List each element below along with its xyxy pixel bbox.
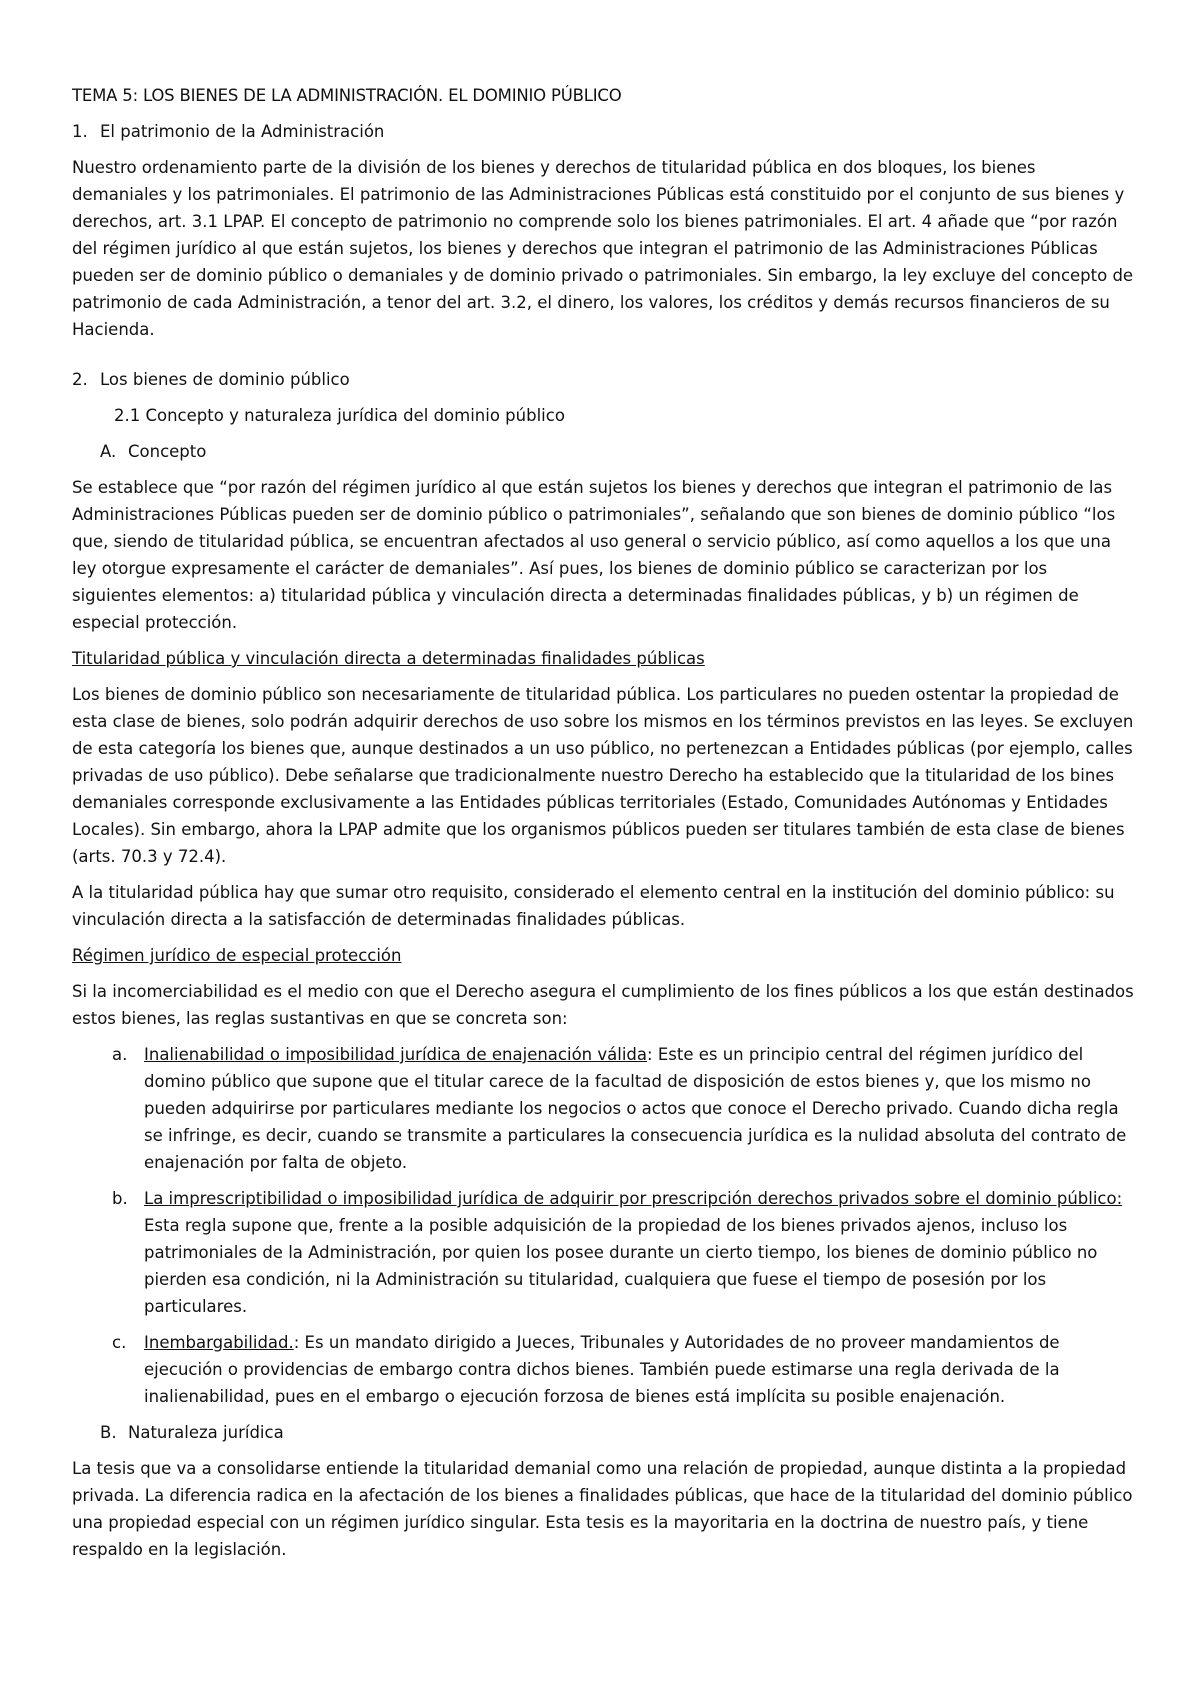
list-item-text: Este es un principio central del régimen jurídico del domino público que supone que el titular carece de la facultad de disposición de estos bienes y, que los mismo no pueden adquirirse por particulares mediante los negocios o actos que conoce el Derecho privado. Cuando dicha regla se infringe, es decir, cuando se transmite a particulares la consecuencia jurídica es la nulidad absoluta del contrato de enajenación por falta de objeto. [144,1045,1127,1172]
list-marker: c. [112,1333,127,1352]
list-item [72,1185,1134,1320]
section-a-heading [72,438,1134,465]
section-1-number: 1. [72,122,88,141]
spacer [72,352,1134,366]
section-a-letter: A. [100,442,117,461]
section-2-title: Los bienes de dominio público [100,370,350,389]
section-2-1-heading: 2.1 Concepto y naturaleza jurídica del dominio público [114,406,565,425]
list-item-separator: : [293,1333,300,1352]
section-b-heading [72,1419,1134,1446]
list-item-text: Es un mandato dirigido a Jueces, Tribunales y Autoridades de no proveer mandamientos de ejecución o providencias de embargo contra dichos bienes. También puede estimarse una regla derivada de la inalienabilidad, pues en el embargo o ejecución forzosa de bienes está implícita su posible enajenación. [144,1333,1060,1406]
protection-rules-list [72,1041,1134,1410]
list-item [72,1041,1134,1176]
section-2-number: 2. [72,370,88,389]
list-marker: b. [112,1189,128,1208]
subheading-titularidad [72,645,1134,672]
list-item-separator: : [647,1045,653,1064]
list-item-term: Inalienabilidad o imposibilidad jurídica de enajenación válida [144,1045,648,1064]
subheading-titularidad-text: Titularidad pública y vinculación directa a determinadas finalidades públicas [72,649,705,668]
titularidad-paragraph-2: A la titularidad pública hay que sumar otro requisito, considerado el elemento central en la institución del dominio público: su vinculación directa a la satisfacción de determinadas finalidades públicas. [72,883,1115,929]
section-b-title: Naturaleza jurídica [128,1423,284,1442]
list-marker: a. [112,1045,128,1064]
list-item-term: La imprescriptibilidad o imposibilidad jurídica de adquirir por prescripción derechos privados sobre el dominio público: [144,1189,1123,1208]
section-2-heading [72,366,1134,393]
page-title: TEMA 5: LOS BIENES DE LA ADMINISTRACIÓN. EL DOMINIO PÚBLICO [72,86,622,105]
list-item-text: Esta regla supone que, frente a la posible adquisición de la propiedad de los bienes privados ajenos, incluso los patrimoniales de la Administración, por quien los posee durante un cierto tiempo, los bienes de dominio público no pierden esa condición, ni la Administración su titularidad, cualquiera que fuese el tiempo de posesión por los particulares. [144,1216,1098,1316]
section-1-heading [72,118,1134,145]
subheading-regimen-text: Régimen jurídico de especial protección [72,946,402,965]
naturaleza-paragraph: La tesis que va a consolidarse entiende la titularidad demanial como una relación de propiedad, aunque distinta a la propiedad privada. La diferencia radica en la afectación de los bienes a finalidades públicas, que hace de la titularidad del dominio público una propiedad especial con un régimen jurídico singular. Esta tesis es la mayoritaria en la doctrina de nuestro país, y tiene respaldo en la legislación. [72,1459,1133,1559]
section-b-letter: B. [100,1423,117,1442]
regimen-paragraph: Si la incomerciabilidad es el medio con que el Derecho asegura el cumplimiento de los fines públicos a los que están destinados estos bienes, las reglas sustantivas en que se concreta son: [72,982,1134,1028]
list-item [72,1329,1134,1410]
titularidad-paragraph-1: Los bienes de dominio público son necesariamente de titularidad pública. Los particulares no pueden ostentar la propiedad de esta clase de bienes, solo podrán adquirir derechos de uso sobre los mismos en los términos previstos en las leyes. Se excluyen de esta categoría los bienes que, aunque destinados a un uso público, no pertenezcan a Entidades públicas (por ejemplo, calles privadas de uso público). Debe señalarse que tradicionalmente nuestro Derecho ha establecido que la titularidad de los bines demaniales corresponde exclusivamente a las Entidades públicas territoriales (Estado, Comunidades Autónomas y Entidades Locales). Sin embargo, ahora la LPAP admite que los organismos públicos pueden ser titulares también de esta clase de bienes (arts. 70.3 y 72.4). [72,685,1134,866]
section-1-title: El patrimonio de la Administración [100,122,385,141]
list-item-term: Inembargabilidad. [144,1333,294,1352]
concept-paragraph: Se establece que “por razón del régimen jurídico al que están sujetos los bienes y derechos que integran el patrimonio de las Administraciones Públicas pueden ser de dominio público o patrimoniales”, señalando que son bienes de dominio público “los que, siendo de titularidad pública, se encuentran afectados al uso general o servicio público, así como aquellos a los que una ley otorgue expresamente el carácter de demaniales”. Así pues, los bienes de dominio público se caracterizan por los siguientes elementos: a) titularidad pública y vinculación directa a determinadas finalidades públicas, y b) un régimen de especial protección. [72,478,1116,632]
section-1-paragraph: Nuestro ordenamiento parte de la división de los bienes y derechos de titularidad pública en dos bloques, los bienes demaniales y los patrimoniales. El patrimonio de las Administraciones Públicas está constituido por el conjunto de sus bienes y derechos, art. 3.1 LPAP. El concepto de patrimonio no comprende solo los bienes patrimoniales. El art. 4 añade que “por razón del régimen jurídico al que están sujetos, los bienes y derechos que integran el patrimonio de las Administraciones Públicas pueden ser de dominio público o demaniales y de dominio privado o patrimoniales. Sin embargo, la ley excluye del concepto de patrimonio de cada Administración, a tenor del art. 3.2, el dinero, los valores, los créditos y demás recursos financieros de su Hacienda. [72,158,1134,339]
subheading-regimen [72,942,1134,969]
section-a-title: Concepto [128,442,207,461]
